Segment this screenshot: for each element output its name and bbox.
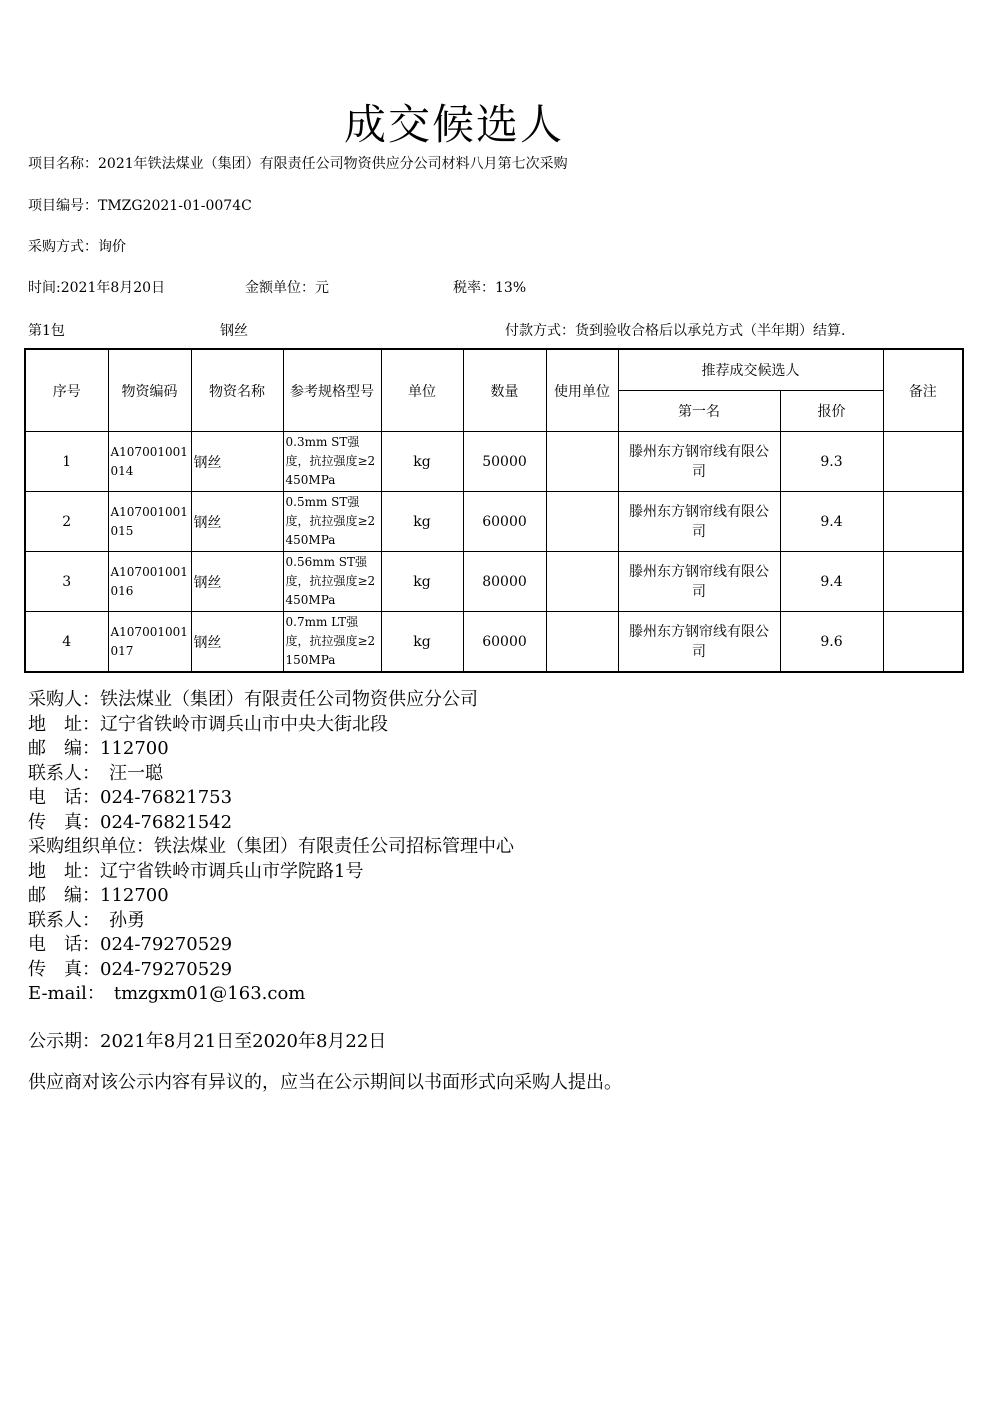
header-spec: 参考规格型号 (283, 349, 381, 432)
package-item: 钢丝 (220, 323, 248, 339)
table-row (25, 432, 963, 492)
table-header-row (25, 349, 963, 391)
organizer-phone-line: 电 话：024-79270529 (28, 934, 233, 955)
procurement-method: 采购方式：询价 (28, 239, 126, 255)
organizer-postcode-line: 邮 编：112700 (28, 885, 169, 906)
cell-price: 9.4 (780, 552, 883, 612)
purchaser-address-line: 地 址：辽宁省铁岭市调兵山市中央大街北段 (28, 713, 388, 735)
time-row (28, 277, 958, 297)
cell-seq: 1 (25, 432, 108, 492)
header-price: 报价 (780, 391, 883, 432)
cell-first: 滕州东方钢帘线有限公司 (618, 612, 780, 673)
cell-spec: 0.7mm LT强度，抗拉强度≥2150MPa (283, 612, 381, 673)
cell-unit: kg (381, 552, 463, 612)
cell-price: 9.6 (780, 612, 883, 673)
organizer-line: 采购组织单位：铁法煤业（集团）有限责任公司招标管理中心 (28, 836, 514, 857)
cell-code: A107001001014 (108, 432, 191, 492)
cell-name: 钢丝 (191, 432, 283, 492)
package-label: 第1包 (28, 323, 65, 339)
header-recommend: 推荐成交候选人 (618, 349, 883, 391)
cell-remark (883, 492, 963, 552)
cell-unit: kg (381, 432, 463, 492)
cell-name: 钢丝 (191, 492, 283, 552)
cell-user (546, 552, 618, 612)
cell-seq: 3 (25, 552, 108, 612)
header-code: 物资编码 (108, 349, 191, 432)
purchaser-contact-line: 联系人： 汪一聪 (28, 762, 163, 784)
cell-seq: 2 (25, 492, 108, 552)
cell-user (546, 492, 618, 552)
cell-name: 钢丝 (191, 612, 283, 673)
payment-terms: 付款方式：货到验收合格后以承兑方式（半年期）结算. (505, 323, 846, 339)
project-code: 项目编号：TMZG2021-01-0074C (28, 198, 252, 214)
header-user: 使用单位 (546, 349, 618, 432)
email-line: E-mail： tmzgxm01@163.com (28, 983, 306, 1004)
cell-user (546, 612, 618, 673)
table-row (25, 552, 963, 612)
cell-seq: 4 (25, 612, 108, 673)
cell-spec: 0.5mm ST强度，抗拉强度≥2450MPa (283, 492, 381, 552)
project-name: 项目名称：2021年铁法煤业（集团）有限责任公司物资供应分公司材料八月第七次采购 (28, 156, 568, 172)
cell-name: 钢丝 (191, 552, 283, 612)
cell-unit: kg (381, 612, 463, 673)
cell-code: A107001001016 (108, 552, 191, 612)
purchaser-line: 采购人：铁法煤业（集团）有限责任公司物资供应分公司 (28, 689, 478, 710)
purchaser-phone-line: 电 话：024-76821753 (28, 787, 233, 808)
package-row (28, 320, 958, 340)
cell-code: A107001001017 (108, 612, 191, 673)
cell-first: 滕州东方钢帘线有限公司 (618, 552, 780, 612)
header-unit: 单位 (381, 349, 463, 432)
objection-notice: 供应商对该公示内容有异议的，应当在公示期间以书面形式向采购人提出。 (28, 1072, 622, 1093)
contact-block (28, 688, 514, 1007)
purchaser-fax-line: 传 真：024-76821542 (28, 811, 233, 833)
cell-price: 9.4 (780, 492, 883, 552)
header-qty: 数量 (463, 349, 546, 432)
candidate-table (24, 348, 964, 673)
cell-qty: 50000 (463, 432, 546, 492)
organizer-address-line: 地 址：辽宁省铁岭市调兵山市学院路1号 (28, 860, 364, 882)
cell-qty: 80000 (463, 552, 546, 612)
table-row (25, 612, 963, 673)
cell-price: 9.3 (780, 432, 883, 492)
cell-remark (883, 432, 963, 492)
cell-spec: 0.56mm ST强度，抗拉强度≥2450MPa (283, 552, 381, 612)
header-first: 第一名 (618, 391, 780, 432)
organizer-fax-line: 传 真：024-79270529 (28, 958, 233, 980)
cell-first: 滕州东方钢帘线有限公司 (618, 432, 780, 492)
organizer-contact-line: 联系人： 孙勇 (28, 909, 145, 931)
purchaser-postcode-line: 邮 编：112700 (28, 738, 169, 759)
cell-remark (883, 552, 963, 612)
cell-qty: 60000 (463, 492, 546, 552)
header-seq: 序号 (25, 349, 108, 432)
notice-period: 公示期：2021年8月21日至2020年8月22日 (28, 1031, 387, 1052)
cell-user (546, 432, 618, 492)
header-remark: 备注 (883, 349, 963, 432)
header-name: 物资名称 (191, 349, 283, 432)
page-title: 成交候选人 (343, 100, 564, 149)
table-row (25, 492, 963, 552)
cell-qty: 60000 (463, 612, 546, 673)
cell-unit: kg (381, 492, 463, 552)
tax-rate: 税率：13% (453, 280, 527, 296)
cell-remark (883, 612, 963, 673)
currency-unit: 金额单位：元 (245, 280, 329, 296)
cell-spec: 0.3mm ST强度，抗拉强度≥2450MPa (283, 432, 381, 492)
time-text: 时间:2021年8月20日 (28, 280, 166, 296)
cell-code: A107001001015 (108, 492, 191, 552)
cell-first: 滕州东方钢帘线有限公司 (618, 492, 780, 552)
